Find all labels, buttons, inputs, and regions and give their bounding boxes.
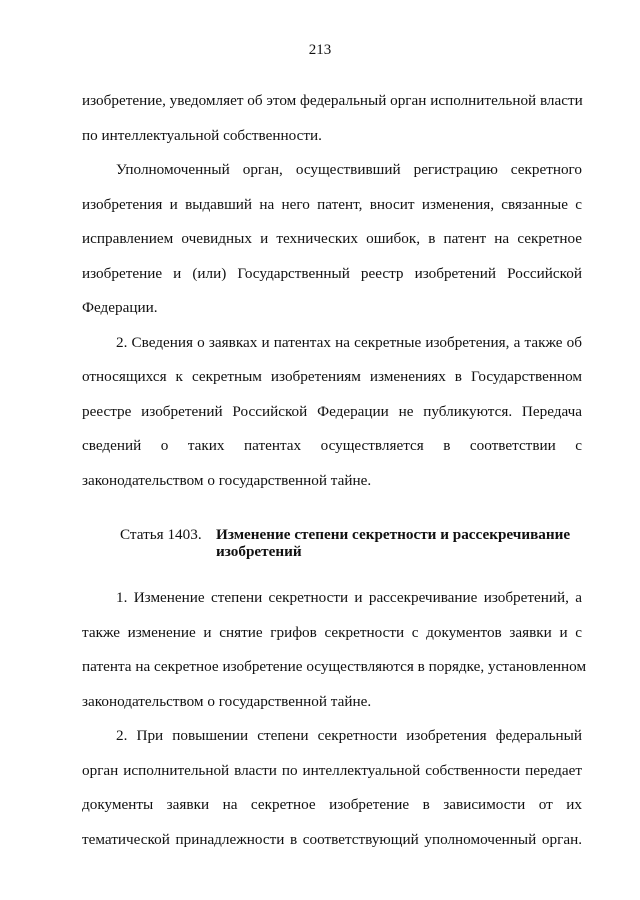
text-line: изобретение, уведомляет об этом федеральный орган исполнительной власти — [82, 92, 583, 109]
text-line: изобретение и (или) Государственный реестр изобретений Российской — [82, 264, 582, 282]
text-line: относящихся к секретным изобретениям изменениях в Государственном — [82, 368, 582, 385]
text-line: исправлением очевидных и технических ошибок, в патент на секретное — [82, 230, 582, 247]
paragraph-article-item-2 — [82, 719, 582, 857]
text-line: Уполномоченный орган, осуществивший регистрацию секретного — [116, 161, 582, 178]
text-line: изобретения и выдавший на него патент, вносит изменения, связанные с — [82, 195, 582, 213]
document-body — [82, 84, 587, 857]
text-line: 2. Сведения о заявках и патентах на секретные изобретения, а также об — [116, 333, 582, 351]
paragraph-authorized-body — [82, 153, 582, 326]
text-line: законодательством о государственной тайне. — [82, 692, 372, 710]
paragraph-article-item-1 — [82, 581, 587, 719]
text-line: патента на секретное изобретение осуществляются в порядке, установленном — [82, 658, 587, 675]
article-title: Изменение степени секретности и рассекречивание изобретений — [216, 526, 571, 560]
text-line: также изменение и снятие грифов секретности с документов заявки и с — [82, 623, 582, 641]
text-line: документы заявки на секретное изобретение в зависимости от их — [82, 796, 582, 813]
text-line: орган исполнительной власти по интеллектуальной собственности передает — [82, 761, 582, 779]
paragraph-continuation — [82, 84, 582, 153]
article-heading — [120, 526, 582, 560]
text-line: 1. Изменение степени секретности и рассекречивание изобретений, а — [116, 589, 582, 606]
text-line: тематической принадлежности в соответствующий уполномоченный орган. — [82, 830, 582, 848]
spacer — [82, 498, 582, 526]
paragraph-item-2 — [82, 326, 582, 499]
text-line: реестре изобретений Российской Федерации не публикуются. Передача — [82, 402, 582, 420]
article-number: Статья 1403. — [120, 526, 202, 543]
text-line: законодательством о государственной тайне. — [82, 471, 372, 489]
text-line: по интеллектуальной собственности. — [82, 126, 322, 144]
text-line: Федерации. — [82, 299, 158, 316]
text-line: сведений о таких патентах осуществляется в соответствии с — [82, 437, 582, 454]
page-number: 213 — [308, 42, 332, 58]
text-line: 2. При повышении степени секретности изобретения федеральный — [116, 727, 582, 744]
